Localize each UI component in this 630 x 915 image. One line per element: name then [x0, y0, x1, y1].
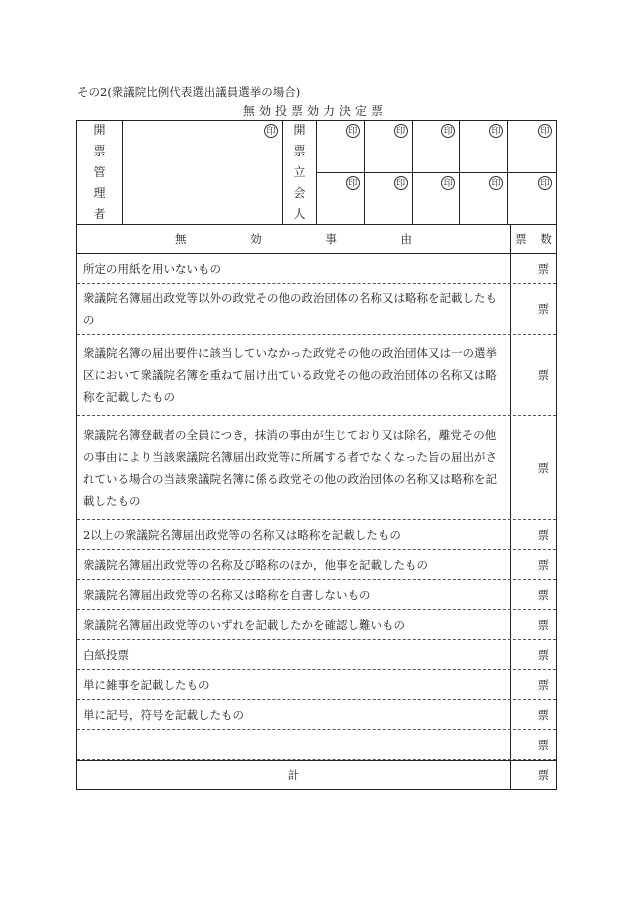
count-cell[interactable]: 票 [537, 647, 549, 662]
table-header-row [77, 225, 556, 254]
label-char: 票 [93, 144, 106, 158]
seal-icon: 印 [264, 124, 278, 138]
officials-block [77, 121, 556, 225]
kaipyo-kanrisha-signature-field[interactable] [123, 121, 283, 224]
label-char: 立 [293, 165, 306, 179]
header-char: 由 [400, 232, 412, 246]
seal-icon: 印 [441, 176, 455, 190]
reason-cell: 衆議院名簿登載者の全員につき，抹消の事由が生じており又は除名，離党その他の事由により当該衆議院名簿届出政党等に所属する者でなくなった旨の届出がされている場合の当該衆議院名簿に係る政党その他の政治団体の名称又は略称を記載したもの [77, 416, 511, 519]
count-cell[interactable]: 票 [537, 261, 549, 276]
reason-cell: 2以上の衆議院名簿届出政党等の名称又は略称を記載したもの [77, 520, 511, 549]
witness-signature-field[interactable] [508, 121, 556, 173]
witness-signature-field[interactable] [365, 173, 413, 225]
table-row [77, 284, 556, 335]
witness-signature-field[interactable] [460, 121, 508, 173]
kaipyo-tachiainin-label [283, 121, 317, 224]
label-char: 票 [293, 144, 306, 158]
count-cell[interactable]: 票 [537, 368, 549, 382]
table-row [77, 580, 556, 610]
header-char: 効 [250, 232, 262, 246]
count-cell[interactable]: 票 [537, 587, 549, 602]
count-column-header: 票 数 [515, 232, 552, 246]
table-row [77, 700, 556, 730]
label-char: 開 [293, 123, 306, 137]
reason-cell: 衆議院名簿届出政党等のいずれを記載したかを確認し難いもの [77, 610, 511, 639]
table-row [77, 670, 556, 700]
table-row [77, 335, 556, 416]
count-cell[interactable]: 票 [537, 527, 549, 542]
label-char: 者 [93, 207, 106, 221]
witness-signature-field[interactable] [317, 173, 365, 225]
witness-signature-field[interactable] [413, 121, 461, 173]
seal-icon: 印 [346, 124, 360, 138]
total-count-cell[interactable]: 票 [537, 768, 549, 782]
reason-cell-blank[interactable] [77, 730, 511, 759]
table-row [77, 640, 556, 670]
label-char: 開 [93, 123, 106, 137]
reason-cell: 衆議院名簿届出政党等以外の政党その他の政治団体の名称又は略称を記載したもの [77, 284, 511, 334]
invalid-vote-decision-form [76, 120, 557, 790]
form-title: 無効投票効力決定票 [242, 104, 387, 118]
label-char: 人 [293, 207, 306, 221]
header-char: 事 [325, 232, 337, 246]
label-char: 理 [93, 186, 106, 200]
seal-icon: 印 [489, 176, 503, 190]
total-row [77, 760, 556, 789]
label-char: 管 [93, 165, 106, 179]
table-row [77, 254, 556, 284]
witness-signature-field[interactable] [460, 173, 508, 225]
table-row [77, 730, 556, 760]
table-row [77, 416, 556, 520]
reason-cell: 衆議院名簿届出政党等の名称又は略称を自書しないもの [77, 580, 511, 609]
witness-signature-field[interactable] [508, 173, 556, 225]
count-cell[interactable]: 票 [537, 677, 549, 692]
kaipyo-kanrisha-label [77, 121, 123, 224]
reason-cell: 衆議院名簿届出政党等の名称及び略称のほか，他事を記載したもの [77, 550, 511, 579]
seal-icon: 印 [538, 176, 552, 190]
section-title: その2(衆議院比例代表選出議員選挙の場合) [77, 85, 301, 99]
count-cell[interactable]: 票 [537, 707, 549, 722]
seal-icon: 印 [394, 176, 408, 190]
witness-signature-field[interactable] [317, 121, 365, 173]
count-cell[interactable]: 票 [537, 617, 549, 632]
header-char: 無 [175, 232, 187, 246]
count-cell[interactable]: 票 [537, 302, 549, 316]
label-char: 会 [293, 186, 306, 200]
total-label: 計 [77, 761, 511, 789]
witness-signature-field[interactable] [413, 173, 461, 225]
table-row [77, 550, 556, 580]
witness-signature-grid [317, 121, 556, 224]
seal-icon: 印 [346, 176, 360, 190]
seal-icon: 印 [394, 124, 408, 138]
count-cell[interactable]: 票 [537, 557, 549, 572]
seal-icon: 印 [538, 124, 552, 138]
witness-signature-field[interactable] [365, 121, 413, 173]
table-row [77, 520, 556, 550]
reason-cell: 単に記号，符号を記載したもの [77, 700, 511, 729]
reason-cell: 白紙投票 [77, 640, 511, 669]
count-cell[interactable]: 票 [537, 460, 549, 475]
reason-cell: 単に雑事を記載したもの [77, 670, 511, 699]
count-cell[interactable]: 票 [537, 737, 549, 752]
reason-cell: 所定の用紙を用いないもの [77, 254, 511, 283]
table-row [77, 610, 556, 640]
seal-icon: 印 [441, 124, 455, 138]
seal-icon: 印 [489, 124, 503, 138]
reason-column-header [77, 225, 511, 253]
reason-cell: 衆議院名簿の届出要件に該当していなかった政党その他の政治団体又は一の選挙区において衆議院名簿を重ねて届け出ている政党その他の政治団体の名称又は略称を記載したもの [77, 335, 511, 415]
